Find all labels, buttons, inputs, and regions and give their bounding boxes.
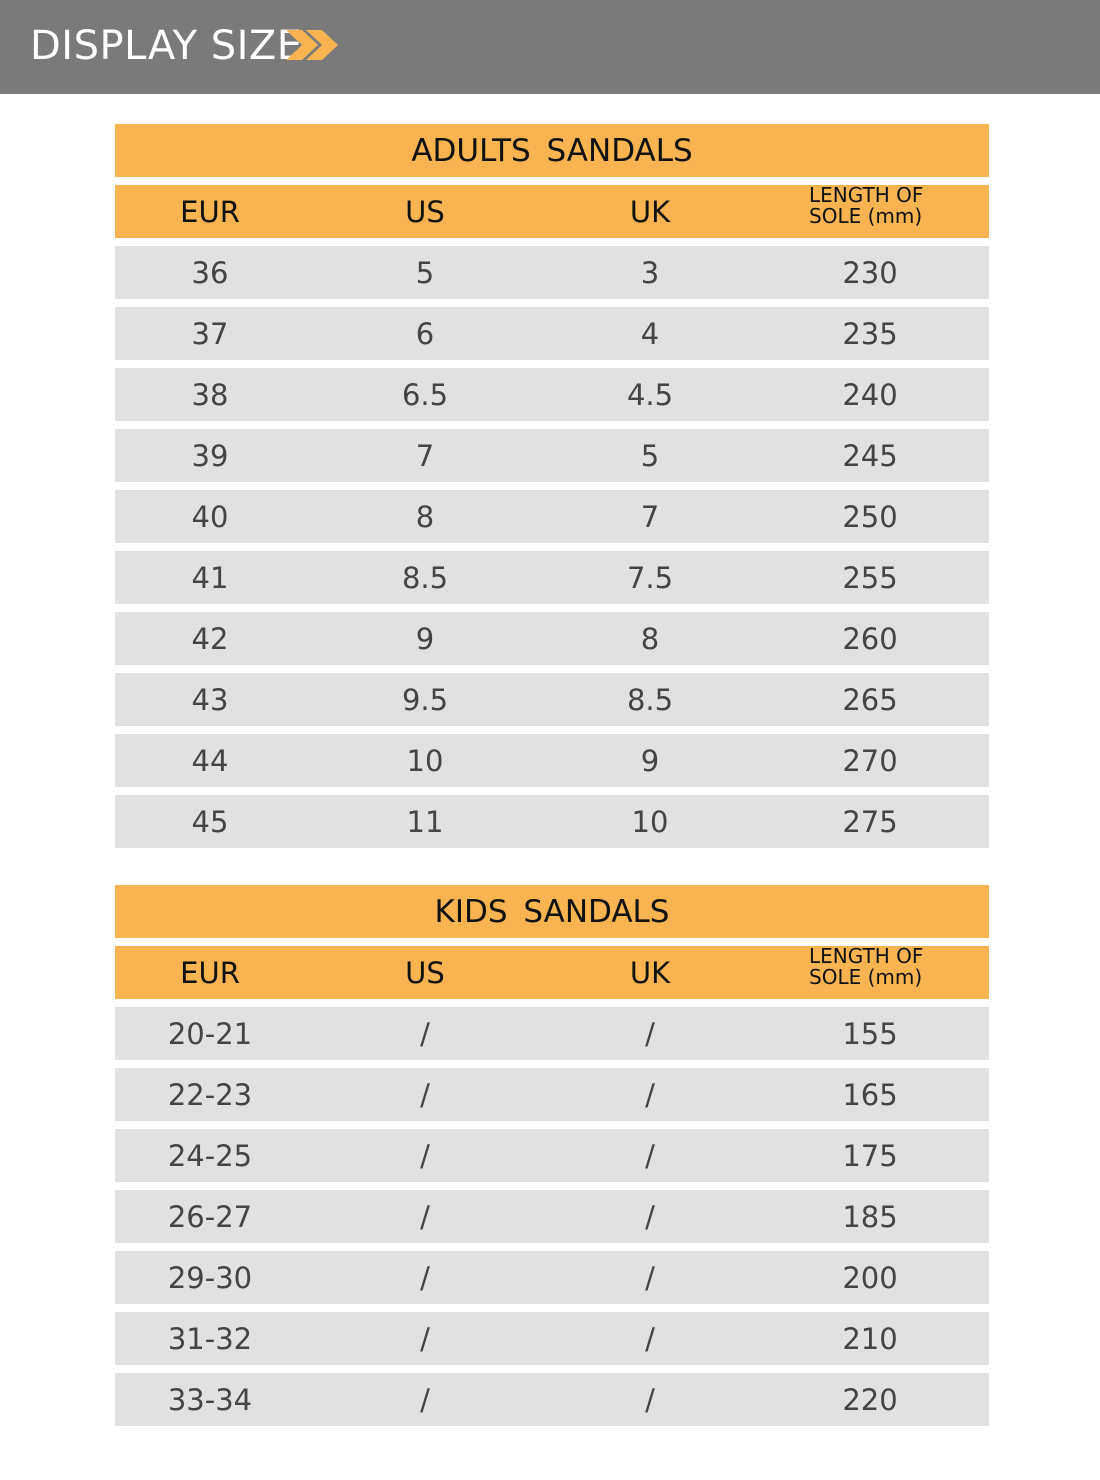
table-row [115,612,989,665]
cell-uk: 9 [640,743,660,778]
cell-us: 5 [415,255,435,290]
cell-uk: 4 [640,316,660,351]
cell-eur: 37 [191,316,229,351]
col-header-length [755,185,985,238]
col-header-length [755,946,985,999]
cell-eur: 29-30 [167,1260,253,1295]
cell-length: 200 [842,1260,898,1295]
table-row [115,368,989,421]
cell-eur: 42 [191,621,229,656]
cell-us: / [420,1077,430,1112]
cell-eur: 43 [191,682,229,717]
cell-eur: 33-34 [167,1382,253,1417]
table-row [115,246,989,299]
header-banner [0,0,1100,94]
col-header-length-line2: SOLE (mm) [809,204,923,228]
cell-eur: 24-25 [167,1138,253,1173]
cell-length: 260 [842,621,898,656]
cell-length: 220 [842,1382,898,1417]
cell-uk: 7.5 [626,560,674,595]
cell-uk: 8.5 [626,682,674,717]
cell-us: 6 [415,316,435,351]
table-row [115,673,989,726]
cell-us: / [420,1138,430,1173]
table-row [115,1190,989,1243]
table-row [115,1312,989,1365]
cell-eur: 45 [191,804,229,839]
cell-uk: 4.5 [626,377,674,412]
cell-length: 255 [842,560,898,595]
cell-eur: 22-23 [167,1077,253,1112]
table-row [115,1129,989,1182]
cell-uk: 3 [640,255,660,290]
cell-uk: 7 [640,499,660,534]
cell-length: 155 [842,1016,898,1051]
cell-eur: 26-27 [167,1199,253,1234]
cell-eur: 20-21 [167,1016,253,1051]
cell-uk: / [645,1077,655,1112]
cell-length: 235 [842,316,898,351]
cell-eur: 39 [191,438,229,473]
cell-eur: 41 [191,560,229,595]
kids-header-row [115,946,989,999]
cell-uk: / [645,1138,655,1173]
adults-table-title: ADULTS SANDALS [115,124,989,177]
cell-uk: 10 [631,804,669,839]
cell-length: 175 [842,1138,898,1173]
cell-length: 275 [842,804,898,839]
table-row [115,1373,989,1426]
table-row [115,490,989,543]
cell-length: 250 [842,499,898,534]
table-row [115,734,989,787]
cell-us: 11 [406,804,444,839]
cell-length: 230 [842,255,898,290]
kids-table-title: KIDS SANDALS [115,885,989,938]
table-row [115,1068,989,1121]
col-header-us: US [405,955,445,990]
col-header-eur: EUR [180,955,240,990]
col-header-length-line1: LENGTH OF [809,183,924,207]
table-row [115,1007,989,1060]
cell-us: 9 [415,621,435,656]
cell-length: 165 [842,1077,898,1112]
cell-us: / [420,1199,430,1234]
cell-eur: 44 [191,743,229,778]
cell-length: 265 [842,682,898,717]
cell-length: 185 [842,1199,898,1234]
cell-eur: 31-32 [167,1321,253,1356]
cell-uk: / [645,1199,655,1234]
cell-us: 8.5 [401,560,449,595]
page-title: DISPLAY SIZE [30,23,303,69]
cell-us: 6.5 [401,377,449,412]
cell-uk: / [645,1321,655,1356]
table-row [115,795,989,848]
cell-length: 245 [842,438,898,473]
cell-uk: / [645,1260,655,1295]
cell-uk: 5 [640,438,660,473]
cell-eur: 40 [191,499,229,534]
cell-uk: 8 [640,621,660,656]
adults-size-table [115,124,989,848]
cell-us: / [420,1016,430,1051]
col-header-eur: EUR [180,194,240,229]
cell-us: / [420,1321,430,1356]
cell-us: 7 [415,438,435,473]
cell-length: 270 [842,743,898,778]
table-row [115,429,989,482]
cell-us: 10 [406,743,444,778]
adults-header-row [115,185,989,238]
col-header-length-line1: LENGTH OF [809,944,924,968]
double-chevron-right-icon [284,28,344,62]
kids-size-table [115,885,989,1426]
cell-us: / [420,1260,430,1295]
col-header-us: US [405,194,445,229]
cell-eur: 38 [191,377,229,412]
col-header-uk: UK [629,194,671,229]
table-row [115,1251,989,1304]
table-row [115,551,989,604]
col-header-length-line2: SOLE (mm) [809,965,923,989]
cell-length: 240 [842,377,898,412]
cell-uk: / [645,1016,655,1051]
cell-us: 8 [415,499,435,534]
cell-length: 210 [842,1321,898,1356]
cell-us: / [420,1382,430,1417]
table-row [115,307,989,360]
cell-us: 9.5 [401,682,449,717]
cell-uk: / [645,1382,655,1417]
cell-eur: 36 [191,255,229,290]
col-header-uk: UK [629,955,671,990]
